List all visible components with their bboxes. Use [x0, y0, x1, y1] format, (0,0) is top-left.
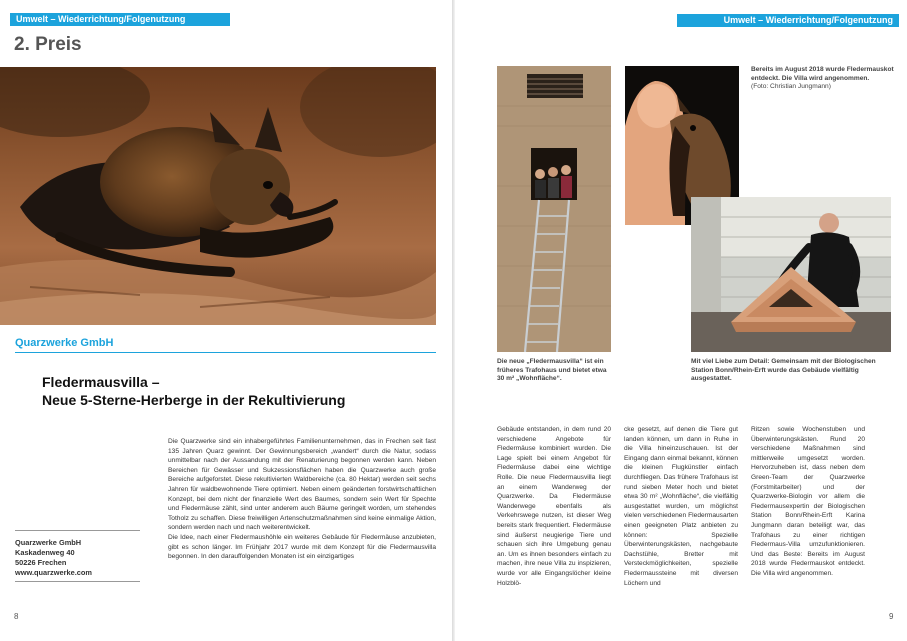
body-paragraph: Die Idee, nach einer Fledermaushöhle ein weiteres Gebäude für Fledermäuse anzubieten, gibt es schon länger. Im Frühjahr 2017 wurde mit dem Konzept für die Fledermausvilla begonnen. In den darauffolgenden Monaten ist ein einzigartiges: [168, 533, 436, 561]
tower-photo-image: [497, 66, 611, 352]
caption-detail: Mit viel Liebe zum Detail: Gemeinsam mit der Biologischen Station Bonn/Rhein-Erft wurde das Gebäude vielfältig ausgestattet.: [691, 358, 876, 383]
headline-line-1: Fledermausvilla –: [42, 374, 160, 390]
left-page: [0, 0, 452, 641]
article-body-col-3: [751, 425, 865, 579]
article-headline: [42, 373, 345, 409]
page-number: 9: [889, 612, 894, 621]
address-city: 50226 Frechen: [15, 558, 67, 567]
body-paragraph: Gebäude entstanden, in dem rund 20 verschiedene Angebote für Fledermäuse kombiniert wurden. Die Lage spielt bei einem Angebot für Fledermäuse dabei eine wichtige Rolle. Die neue Fledermausvilla liegt an einem Wanderweg der Quarzwerke. Da Fledermäuse Wanderwege ebenfalls als Verkehrswege nutzen, ist dieser Weg bereits stark frequentiert. Fledermäuse sind äußerst neugierige Tiere und schauen sich ihre Umgebung genau an. Um es ihnen besonders einfach zu machen, ihre neue Villa zu inspizieren, wurde vor alle Eingangslöcher kleine Holzblö-: [497, 426, 611, 587]
address-street: Kaskadenweg 40: [15, 548, 75, 557]
caption-top-right: [751, 66, 901, 92]
page-number: 8: [14, 612, 19, 621]
address-divider-top: [15, 530, 140, 531]
detail-photo: [691, 197, 891, 352]
body-paragraph: Ritzen sowie Wochenstuben und Überwinterungskästen. Rund 20 verschiedene Maßnahmen sind mittlerweile umgesetzt worden. Hervorzuheben ist, dass neben dem Green-Team der Quarzwerke (Forstmitarbeiter) und der Quarzwerke-Biologin vor allem die Fledermausexpertin der Biologischen Station Bonn/Rhein-Erft Karina Jungmann daran beteiligt war, das Trafohaus zu einer richtigen Fledermaus-Villa umzufunktionieren. Und das Beste: Bereits im August 2018 wurde Fledermauskot entdeckt. Die Villa wird angenommen.: [751, 426, 865, 577]
section-banner: Umwelt – Wiederrichtung/Folgenutzung: [677, 14, 899, 27]
company-name: Quarzwerke GmbH: [15, 337, 114, 349]
body-paragraph: Die Quarzwerke sind ein inhabergeführtes Familienunternehmen, das in Frechen seit fast 135 Jahren Quarz gewinnt. Der Gewinnungsbereich „wandert“ durch die Natur, sodass unmittelbar nach der Aussandung mit der Renaturierung begonnen werden kann. Neben Bereichen für Gewässer und Sukzessionsflächen haben die Quarzwerke auch große Bereiche aufgeforstet. Diese rekultivierten Waldbereiche (ca. 80 Hektar) werden seit sechs Jahren für waldbewohnende Tiere optimiert. Neben einem geänderten forstwirtschaftlichen Konzept, bei dem nicht der finanzielle Wert des Baumes, sondern sein Wert für Spechte und Fledermäuse zählt, sind unter anderem auch Bäume geringelt worden, um stehendes Totholz zu schaffen. Diese freiwilligen Artenschutzmaßnahmen sind keine einmalige Aktion, sondern werden nach und nach weiterentwickelt.: [168, 438, 436, 532]
address-company: Quarzwerke GmbH: [15, 538, 82, 547]
caption-text: Bereits im August 2018 wurde Fledermauskot entdeckt. Die Villa wird angenommen.: [751, 66, 894, 82]
headline-line-2: Neue 5-Sterne-Herberge in der Rekultivierung: [42, 392, 346, 408]
address-block: [15, 538, 92, 578]
caption-tower: Die neue „Fledermausvilla“ ist ein früheres Trafohaus und bietet etwa 30 m² „Wohnfläche“.: [497, 358, 607, 383]
prize-heading: 2. Preis: [14, 34, 82, 55]
photo-credit: (Foto: Christian Jungmann): [751, 83, 831, 91]
article-body-col-2: [624, 425, 738, 588]
body-paragraph: cke gesetzt, auf denen die Tiere gut landen können, um dann in Ruhe in die Villa hineinzuschauen. Ist der Eingang dann einmal bekannt, können die kleinen Flugkünstler einfach durchfliegen. Das frühere Trafohaus ist rund sieben Meter hoch und bietet etwa 30 m² „Wohnfläche“, die vielfältig ausgestattet wurden, um möglichst vielen verschiedenen Fledermausarten einen geeigneten Platz anbieten zu können: Spezielle Überwinterungskästen, nachgebaute Dachstühle, Bretter mit Versteckmöglichkeiten, spezielle Fledermaussteine mit diversen Löchern und: [624, 426, 738, 587]
article-body-left: [168, 437, 436, 562]
bat-photo-image: [0, 67, 436, 325]
address-divider-bottom: [15, 581, 140, 582]
right-page: [455, 0, 907, 641]
detail-photo-image: [691, 197, 891, 352]
section-banner: Umwelt – Wiederrichtung/Folgenutzung: [10, 13, 230, 26]
bat-photo: [0, 67, 436, 325]
company-divider: [15, 352, 436, 353]
tower-photo: [497, 66, 611, 352]
article-body-col-1: [497, 425, 611, 588]
address-web: www.quarzwerke.com: [15, 568, 92, 577]
